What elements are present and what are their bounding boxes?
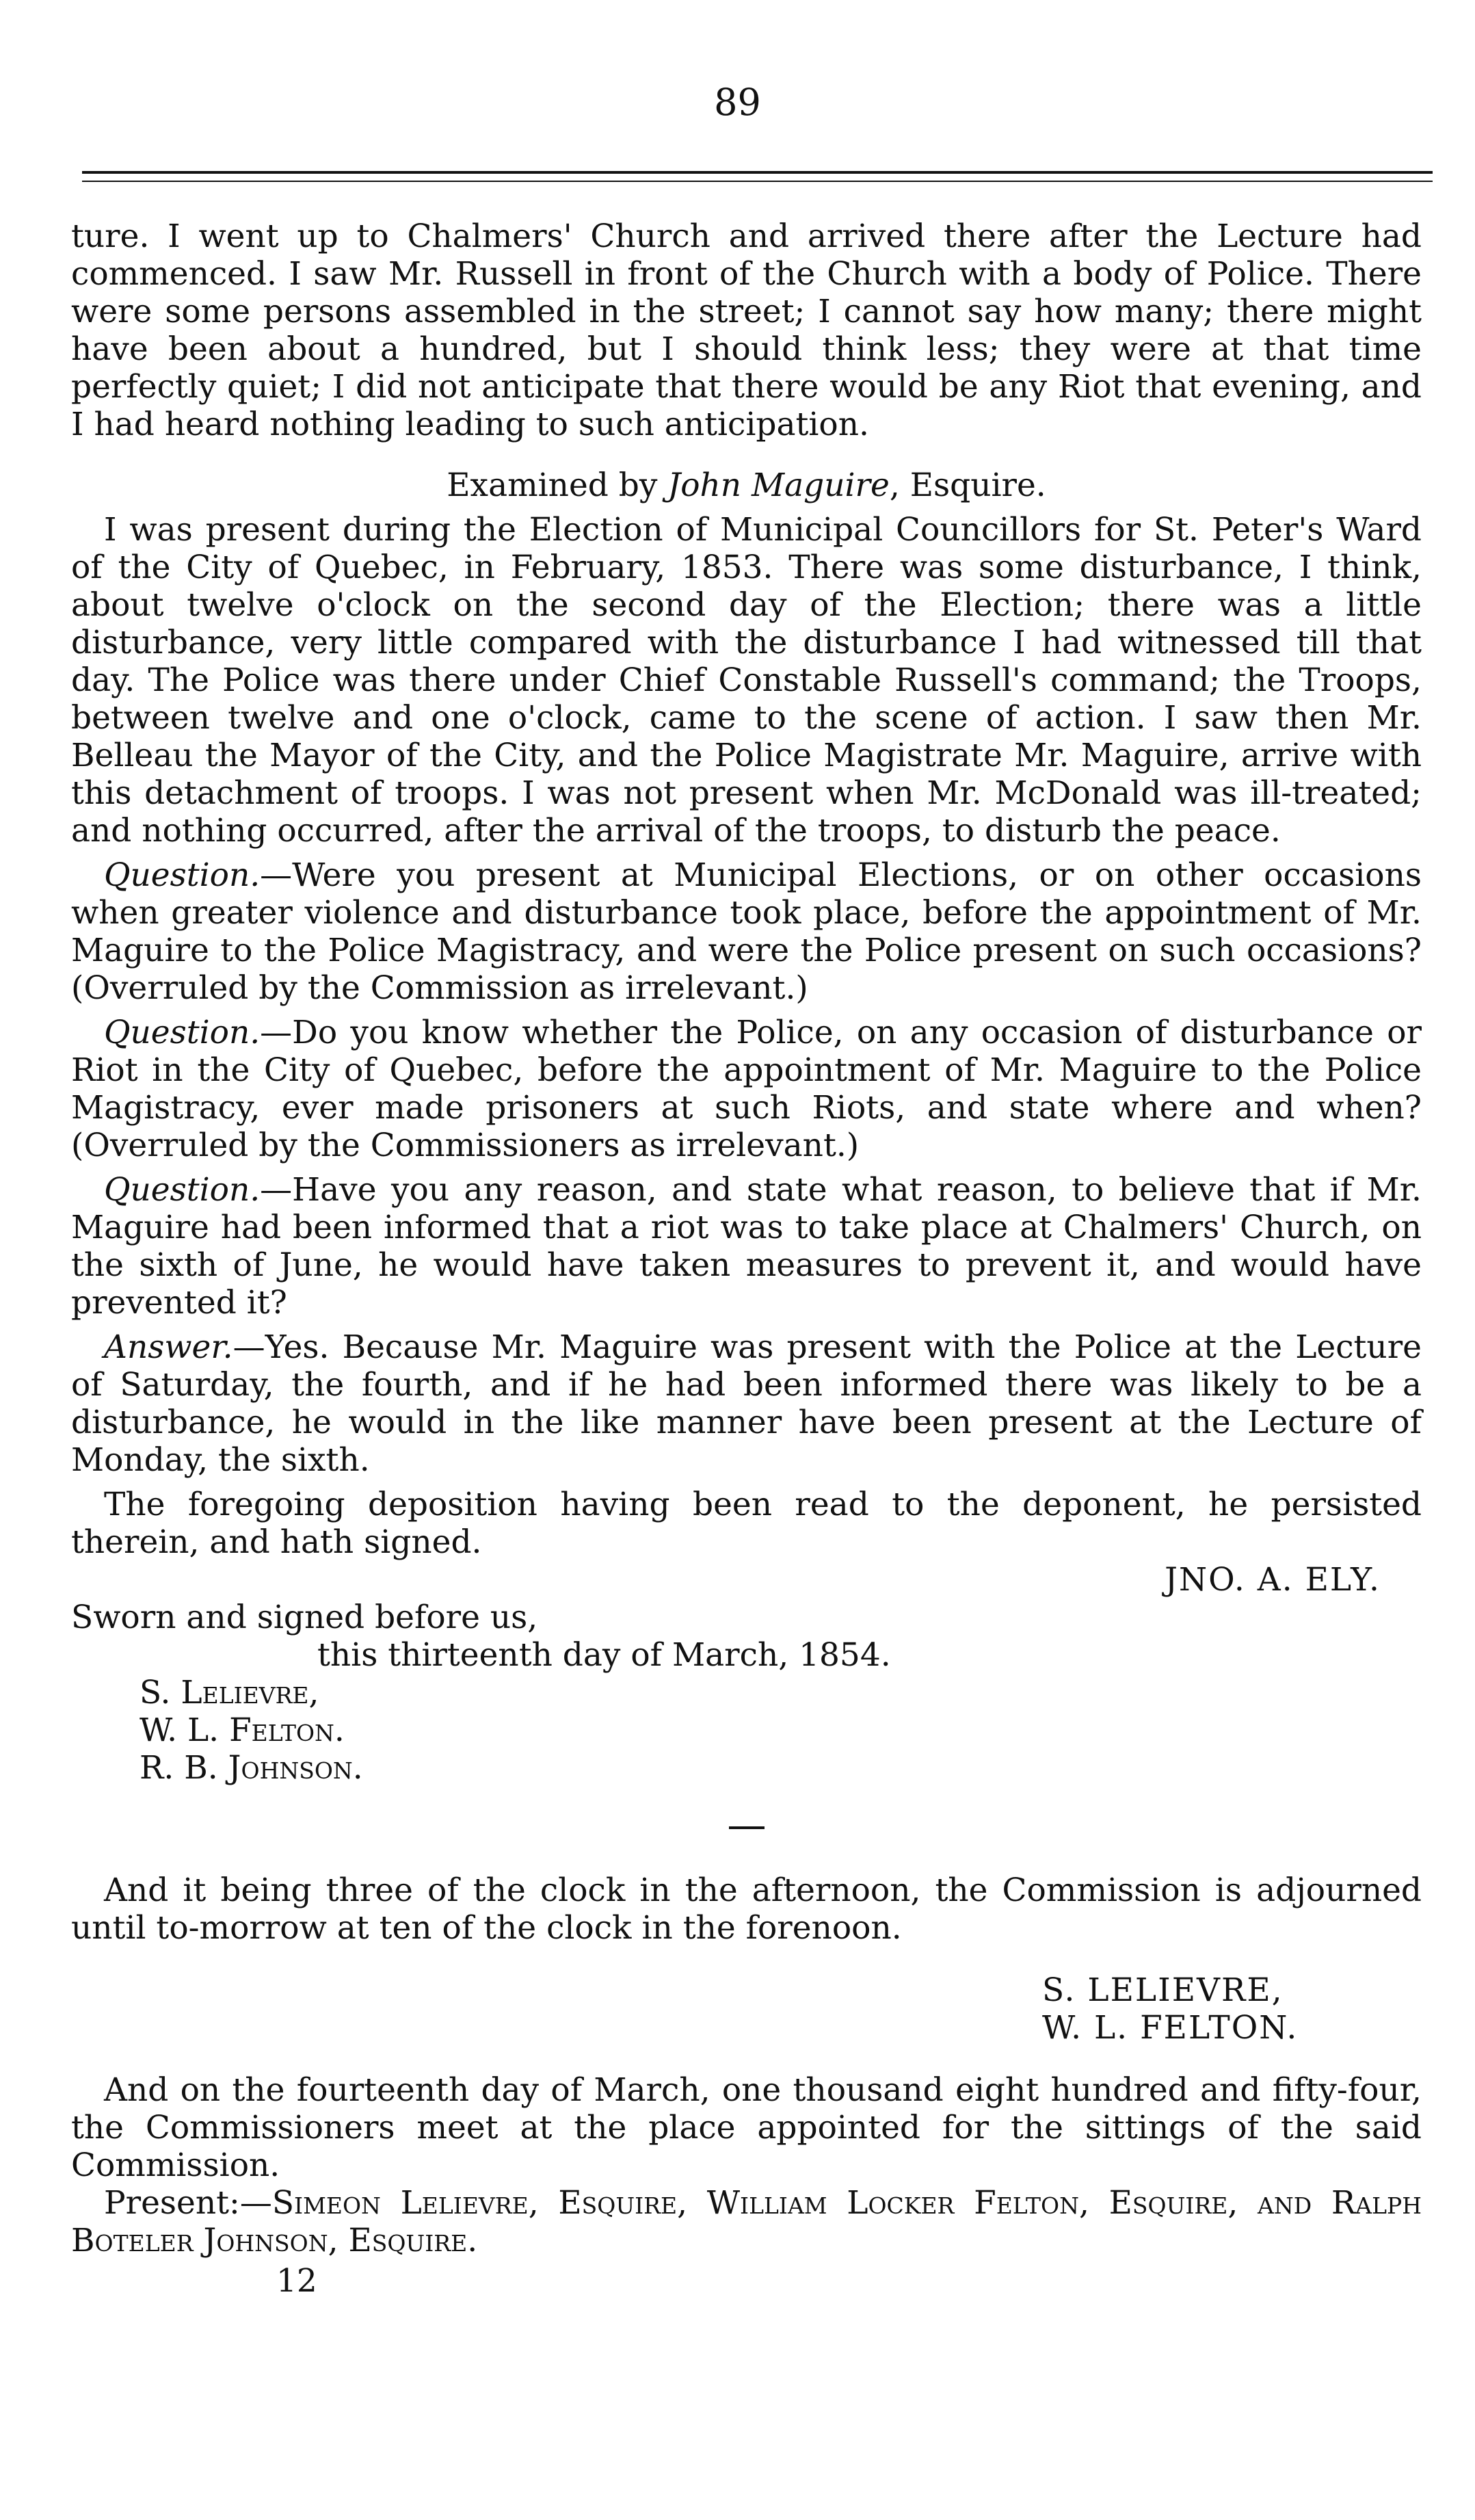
- header-rule-thick: [82, 171, 1433, 174]
- question-label: Question.: [104, 1171, 261, 1209]
- examined-prefix: Examined by: [447, 467, 668, 504]
- question-label: Question.: [104, 856, 261, 894]
- present-paragraph: [71, 2184, 1422, 2259]
- fourteenth-day-paragraph: And on the fourteenth day of March, one thousand eight hundred and fifty-four, the Commissioners meet at the place appointed for the sittings of the said Commission.: [71, 2071, 1422, 2184]
- document-body: [71, 218, 1422, 2300]
- continued-paragraph: ture. I went up to Chalmers' Church and arrived there after the Lecture had commenced. I saw Mr. Russell in front of the Church with a body of Police. There were some persons assembled in the street; I cannot say how many; there might have been about a hundred, but I should think less; they were at that time perfectly quiet; I did not anticipate that there would be any Riot that evening, and I had heard nothing leading to such anticipation.: [71, 218, 1422, 443]
- examiner-name: John Maguire: [667, 467, 890, 504]
- page-number: 89: [714, 81, 761, 124]
- present-text: —Simeon Lelievre, Esquire, William Locker Felton, Esquire, and Ralph Boteler Johnson, Esquire.: [71, 2184, 1422, 2259]
- present-label: Present:: [104, 2184, 240, 2222]
- question-2: [71, 1014, 1422, 1164]
- question-3: [71, 1171, 1422, 1322]
- examination-heading: [71, 467, 1422, 504]
- signature-mark: 12: [276, 2262, 317, 2300]
- deponent-signature: JNO. A. ELY.: [1165, 1561, 1381, 1599]
- section-divider: [729, 1826, 765, 1829]
- question-text: —Have you any reason, and state what reason, to believe that if Mr. Maguire had been informed that a riot was to take place at Chalmers' Church, on the sixth of June, he would have taken measures to prevent it, and would have prevented it?: [71, 1171, 1422, 1322]
- adjournment-signer: W. L. FELTON.: [1042, 2009, 1299, 2047]
- adjournment-signer: S. LELIEVRE,: [1042, 1971, 1284, 2009]
- sworn-line: Sworn and signed before us,: [71, 1599, 538, 1636]
- commissioner-name: W. L. Felton.: [139, 1711, 345, 1749]
- question-label: Question.: [104, 1014, 261, 1051]
- adjournment-paragraph: And it being three of the clock in the afternoon, the Commission is adjourned until to-morrow at ten of the clock in the forenoon.: [71, 1872, 1422, 1947]
- testimony-paragraph: I was present during the Election of Municipal Councillors for St. Peter's Ward of the City of Quebec, in February, 1853. There was some disturbance, I think, about twelve o'clock on the second day of the Election; there was a little disturbance, very little compared with the disturbance I had witnessed till that day. The Police was there under Chief Constable Russell's command; the Troops, between twelve and one o'clock, came to the scene of action. I saw then Mr. Belleau the Mayor of the City, and the Police Magistrate Mr. Maguire, arrive with this detachment of troops. I was not present when Mr. McDonald was ill-treated; and nothing occurred, after the arrival of the troops, to disturb the peace.: [71, 511, 1422, 850]
- answer-text: —Yes. Because Mr. Maguire was present with the Police at the Lecture of Saturday, the fourth, and if he had been informed there was likely to be a disturbance, he would in the like manner have been present at the Lecture of Monday, the sixth.: [71, 1328, 1422, 1479]
- commissioner-name: S. Lelievre,: [139, 1674, 319, 1711]
- answer-1: [71, 1328, 1422, 1479]
- answer-label: Answer.: [104, 1328, 233, 1366]
- header-rule-thin: [82, 181, 1433, 182]
- examined-suffix: , Esquire.: [889, 467, 1046, 504]
- question-1: [71, 856, 1422, 1007]
- question-text: —Do you know whether the Police, on any occasion of disturbance or Riot in the City of Quebec, before the appointment of Mr. Maguire to the Police Magistracy, ever made prisoners at such Riots, and state where and when? (Overruled by the Commissioners as irrelevant.): [71, 1014, 1422, 1164]
- commissioner-name: R. B. Johnson.: [139, 1749, 363, 1787]
- question-text: —Were you present at Municipal Elections, or on other occasions when greater violence and disturbance took place, before the appointment of Mr. Maguire to the Police Magistracy, and were the Police present on such occasions? (Overruled by the Commission as irrelevant.): [71, 856, 1422, 1007]
- foregoing-paragraph: The foregoing deposition having been read to the deponent, he persisted therein, and hath signed.: [71, 1486, 1422, 1561]
- sworn-date: this thirteenth day of March, 1854.: [317, 1636, 891, 1674]
